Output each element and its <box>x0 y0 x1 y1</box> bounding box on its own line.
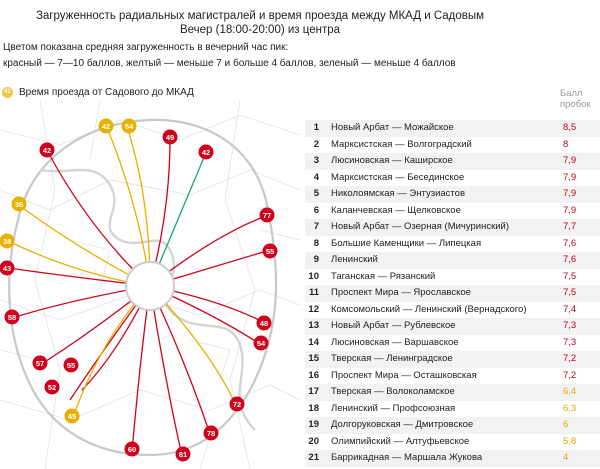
moscow-radials-map <box>0 100 300 469</box>
table-row <box>305 153 600 170</box>
table-row <box>305 450 600 467</box>
row-rank: 13 <box>308 320 319 331</box>
row-score: 7,9 <box>563 171 577 183</box>
table-row <box>305 368 600 385</box>
row-road-name: Тверская — Ленинградское <box>331 353 453 364</box>
travel-time-label: 58 <box>7 313 17 322</box>
table-row <box>305 351 600 368</box>
table-row <box>305 252 600 269</box>
row-rank: 5 <box>313 188 319 199</box>
road-ranking-table <box>305 120 600 467</box>
travel-time-label: 48 <box>259 319 269 328</box>
row-road-name: Баррикадная — Маршала Жукова <box>331 452 483 463</box>
row-score: 7,9 <box>563 204 577 216</box>
row-rank: 17 <box>308 386 319 397</box>
row-rank: 12 <box>308 303 319 315</box>
row-rank: 15 <box>308 353 319 364</box>
row-road-name: Проспект Мира — Ярославское <box>331 287 471 298</box>
table-row <box>305 186 600 203</box>
row-rank: 8 <box>313 237 319 249</box>
travel-time-label: 81 <box>178 450 188 459</box>
table-row <box>305 302 600 319</box>
row-rank: 3 <box>313 155 319 166</box>
row-road-name: Николоямская — Энтузиастов <box>331 188 465 199</box>
row-score: 7,2 <box>563 369 577 381</box>
travel-time-label: 54 <box>124 122 134 131</box>
travel-time-label: 52 <box>47 383 57 392</box>
row-rank: 19 <box>308 419 319 430</box>
legend-intro: Цветом показана средняя загруженность в вечерний час пик: <box>3 42 289 53</box>
table-row <box>305 417 600 434</box>
travel-time-label: 49 <box>165 133 175 142</box>
row-rank: 14 <box>308 336 319 348</box>
row-score: 4 <box>563 452 569 463</box>
travel-time-label: 42 <box>201 148 211 157</box>
table-row <box>305 170 600 187</box>
score-header-line2: пробок <box>560 99 591 110</box>
row-rank: 18 <box>308 402 319 414</box>
row-road-name: Долгоруковская — Дмитровское <box>331 419 474 430</box>
table-row <box>305 203 600 220</box>
row-score: 7,7 <box>563 221 577 232</box>
row-rank: 4 <box>313 171 319 183</box>
table-row <box>305 384 600 401</box>
travel-time-label: 42 <box>42 146 52 155</box>
travel-time-label: 72 <box>232 400 242 409</box>
radial-road <box>132 286 150 452</box>
map-caption <box>2 87 194 98</box>
score-column-header <box>560 88 600 110</box>
row-score: 7,4 <box>563 303 577 315</box>
row-score: 7,6 <box>563 237 577 249</box>
table-row <box>305 120 600 137</box>
table-row <box>305 236 600 253</box>
row-score: 7,3 <box>563 336 577 348</box>
travel-time-label: 45 <box>67 412 77 421</box>
travel-time-label: 60 <box>127 445 137 454</box>
table-row <box>305 434 600 451</box>
row-rank: 20 <box>308 435 319 447</box>
table-row <box>305 285 600 302</box>
row-score: 7,9 <box>563 155 577 166</box>
travel-time-label: 43 <box>2 264 12 273</box>
map-caption-text: Время проезда от Садового до МКАД <box>19 87 194 98</box>
table-row <box>305 401 600 418</box>
table-row <box>305 269 600 286</box>
travel-time-label: 78 <box>206 429 216 438</box>
row-score: 7,3 <box>563 320 577 331</box>
row-rank: 6 <box>313 204 319 216</box>
row-road-name: Новый Арбат — Рублевское <box>331 320 456 331</box>
row-score: 7,5 <box>563 270 577 282</box>
row-score: 8 <box>563 138 569 150</box>
chart-title: Загруженность радиальных магистралей и время проезда между МКАД и Садовым <box>35 10 485 22</box>
row-score: 6,4 <box>563 386 577 397</box>
row-rank: 2 <box>313 138 319 150</box>
chart-subtitle: Вечер (18:00-20:00) из центра <box>179 24 341 36</box>
row-rank: 1 <box>313 122 319 133</box>
row-score: 7,2 <box>563 353 577 364</box>
table-row <box>305 318 600 335</box>
row-rank: 11 <box>308 287 319 298</box>
travel-time-label: 55 <box>66 361 76 370</box>
row-score: 7,5 <box>563 287 577 298</box>
table-row <box>305 219 600 236</box>
row-road-name: Новый Арбат — Озерная (Мичуринский) <box>331 221 510 232</box>
row-road-name: Проспект Мира — Осташковская <box>331 369 477 381</box>
radial-road <box>48 152 150 286</box>
radial-road <box>150 286 182 456</box>
travel-time-badge-icon: 42 <box>2 87 13 98</box>
row-road-name: Люсиновская — Каширское <box>331 155 453 166</box>
row-road-name: Люсиновская — Варшавское <box>331 336 459 348</box>
travel-time-label: 36 <box>14 200 24 209</box>
row-score: 5,8 <box>563 435 577 447</box>
row-road-name: Каланчевская — Щелковское <box>331 204 461 216</box>
row-road-name: Новый Арбат — Можайское <box>331 122 454 133</box>
legend-colors: красный — 7—10 баллов, желтый — меньше 7 и больше 4 баллов, зеленый — меньше 4 баллов <box>3 58 456 69</box>
row-road-name: Ленинский — Профсоюзная <box>331 402 456 414</box>
row-road-name: Олимпийский — Алтуфьевское <box>331 435 470 447</box>
row-rank: 7 <box>313 221 319 232</box>
travel-time-label: 54 <box>256 339 266 348</box>
row-rank: 16 <box>308 369 319 381</box>
row-rank: 21 <box>308 452 319 463</box>
row-road-name: Комсомольский — Ленинский (Вернадского) <box>331 303 527 315</box>
table-row <box>305 335 600 352</box>
row-rank: 9 <box>313 254 319 265</box>
row-road-name: Ленинский <box>331 254 378 265</box>
table-row <box>305 137 600 154</box>
score-header-line1: Балл <box>560 88 583 99</box>
travel-time-label: 55 <box>265 247 275 256</box>
travel-time-label: 57 <box>35 359 45 368</box>
row-score: 7,6 <box>563 254 577 265</box>
row-score: 7,9 <box>563 188 577 199</box>
row-road-name: Таганская — Рязанский <box>331 270 436 282</box>
travel-time-label: 77 <box>262 211 272 220</box>
row-score: 6,3 <box>563 402 577 414</box>
travel-time-label: 38 <box>2 237 12 246</box>
row-road-name: Тверская — Волоколамское <box>331 386 455 397</box>
row-score: 6 <box>563 419 569 430</box>
row-road-name: Большие Каменщики — Липецкая <box>331 237 482 249</box>
row-road-name: Марксистская — Волгоградский <box>331 138 472 150</box>
garden-ring <box>126 262 174 310</box>
travel-time-label: 42 <box>101 122 111 131</box>
row-score: 8,5 <box>563 122 577 133</box>
row-rank: 10 <box>308 270 319 282</box>
row-road-name: Марксистская — Бесединское <box>331 171 465 183</box>
